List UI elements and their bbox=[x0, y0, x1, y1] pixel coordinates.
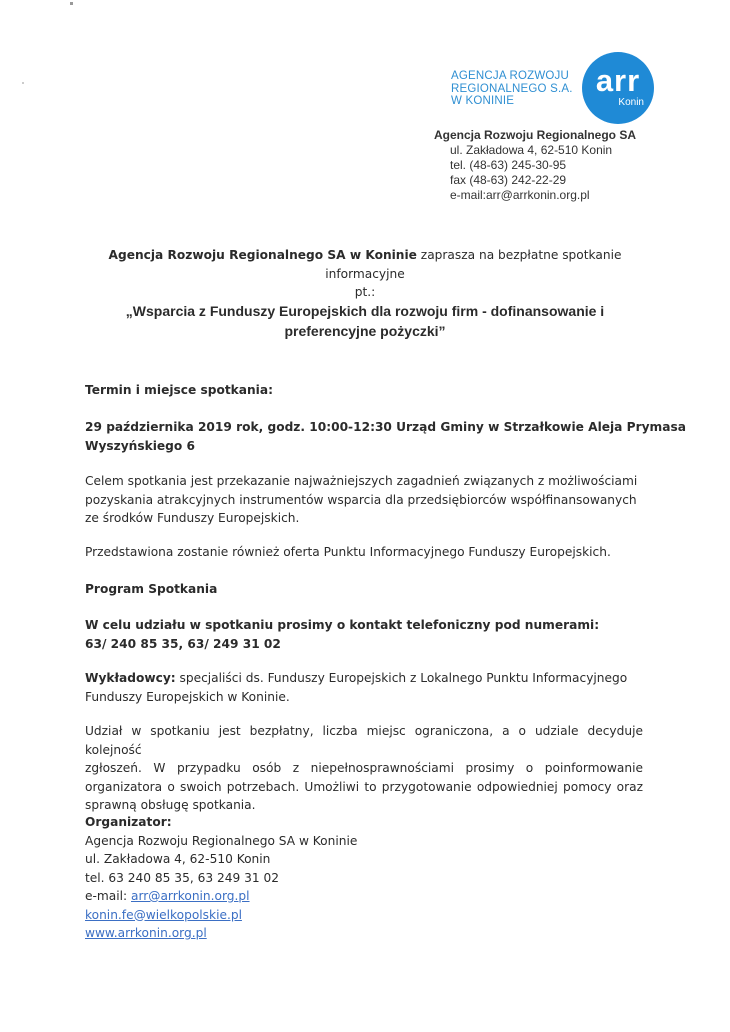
logo-line: REGIONALNEGO S.A. bbox=[451, 82, 573, 95]
participation-paragraph bbox=[85, 722, 643, 815]
address-name: Agencja Rozwoju Regionalnego SA bbox=[434, 128, 637, 142]
organizer-email2-link[interactable]: konin.fe@wielkopolskie.pl bbox=[85, 907, 242, 922]
contact-paragraph bbox=[85, 616, 645, 653]
participation-line: sprawną obsługę spotkania. bbox=[85, 798, 256, 812]
scan-speck bbox=[22, 82, 24, 84]
address-email: e-mail:arr@arrkonin.org.pl bbox=[450, 188, 590, 202]
program-heading: Program Spotkania bbox=[85, 582, 218, 596]
termin-heading: Termin i miejsce spotkania: bbox=[85, 383, 273, 397]
organizer-email-label: e-mail: bbox=[85, 889, 131, 903]
lecturers-paragraph bbox=[85, 669, 645, 706]
intro bbox=[70, 246, 660, 302]
lecturers-text: specjaliści ds. Funduszy Europejskich z Lokalnego Punktu Informacyjnego bbox=[175, 671, 628, 685]
organizer-tel: tel. 63 240 85 35, 63 249 31 02 bbox=[85, 870, 279, 885]
participation-line: Udział w spotkaniu jest bezpłatny, liczba miejsc ograniczona, a o udziale decyduje kolejność bbox=[85, 724, 643, 757]
organizer-email-link[interactable]: arr@arrkonin.org.pl bbox=[131, 889, 250, 903]
purpose-line: pozyskania atrakcyjnych instrumentów wsparcia dla przedsiębiorców współfinansowanych bbox=[85, 492, 637, 507]
purpose-paragraph bbox=[85, 472, 645, 528]
date-place-line: 29 października 2019 rok, godz. 10:00-12:30 Urząd Gminy w Strzałkowie Aleja Prymasa bbox=[85, 420, 686, 434]
participation-line: organizatora o swoich potrzebach. Umożliwi to przygotowanie odpowiedniej pomocy oraz bbox=[85, 779, 643, 794]
address-street: ul. Zakładowa 4, 62-510 Konin bbox=[450, 143, 613, 157]
offer-paragraph: Przedstawiona zostanie również oferta Punktu Informacyjnego Funduszy Europejskich. bbox=[85, 545, 611, 559]
address-fax: fax (48-63) 242-22-29 bbox=[450, 173, 567, 187]
organizer-name: Agencja Rozwoju Regionalnego SA w Koninie bbox=[85, 833, 358, 848]
date-place bbox=[85, 418, 686, 455]
address-tel: tel. (48-63) 245-30-95 bbox=[450, 158, 567, 172]
organizer-heading: Organizator: bbox=[85, 815, 172, 829]
arr-logo-icon bbox=[582, 52, 654, 124]
lecturers-label: Wykładowcy: bbox=[85, 671, 176, 685]
organizer-website-link[interactable]: www.arrkonin.org.pl bbox=[85, 926, 207, 940]
logo-line: W KONINIE bbox=[451, 95, 515, 107]
logo-circle-main: arr bbox=[595, 63, 641, 98]
intro-line2: pt.: bbox=[354, 285, 376, 299]
date-place-line: Wyszyńskiego 6 bbox=[85, 438, 195, 453]
meeting-title bbox=[70, 301, 660, 341]
logo-circle-sub: Konin bbox=[618, 97, 644, 108]
participation-line: zgłoszeń. W przypadku osób z niepełnosprawnościami prosimy o poinformowanie bbox=[85, 761, 643, 775]
logo-line: AGENCJA ROZWOJU bbox=[451, 70, 570, 82]
lecturers-line: Funduszy Europejskich w Koninie. bbox=[85, 689, 290, 704]
logo-text bbox=[451, 70, 571, 108]
title-line: preferencyjne pożyczki” bbox=[284, 323, 446, 339]
intro-org: Agencja Rozwoju Regionalnego SA w Koninie bbox=[108, 248, 417, 262]
contact-line: W celu udziału w spotkaniu prosimy o kontakt telefoniczny pod numerami: bbox=[85, 618, 600, 632]
title-line: „Wsparcia z Funduszy Europejskich dla rozwoju firm - dofinansowanie i bbox=[125, 303, 605, 319]
intro-rest: zaprasza na bezpłatne spotkanie informacyjne bbox=[325, 248, 622, 281]
purpose-line: ze środków Funduszy Europejskich. bbox=[85, 511, 300, 525]
organizer-block bbox=[85, 813, 485, 943]
letterhead-address bbox=[434, 128, 636, 203]
scan-speck bbox=[70, 2, 73, 5]
contact-phones: 63/ 240 85 35, 63/ 249 31 02 bbox=[85, 636, 281, 651]
purpose-line: Celem spotkania jest przekazanie najważniejszych zagadnień związanych z możliwościami bbox=[85, 474, 638, 488]
organizer-street: ul. Zakładowa 4, 62-510 Konin bbox=[85, 852, 271, 866]
